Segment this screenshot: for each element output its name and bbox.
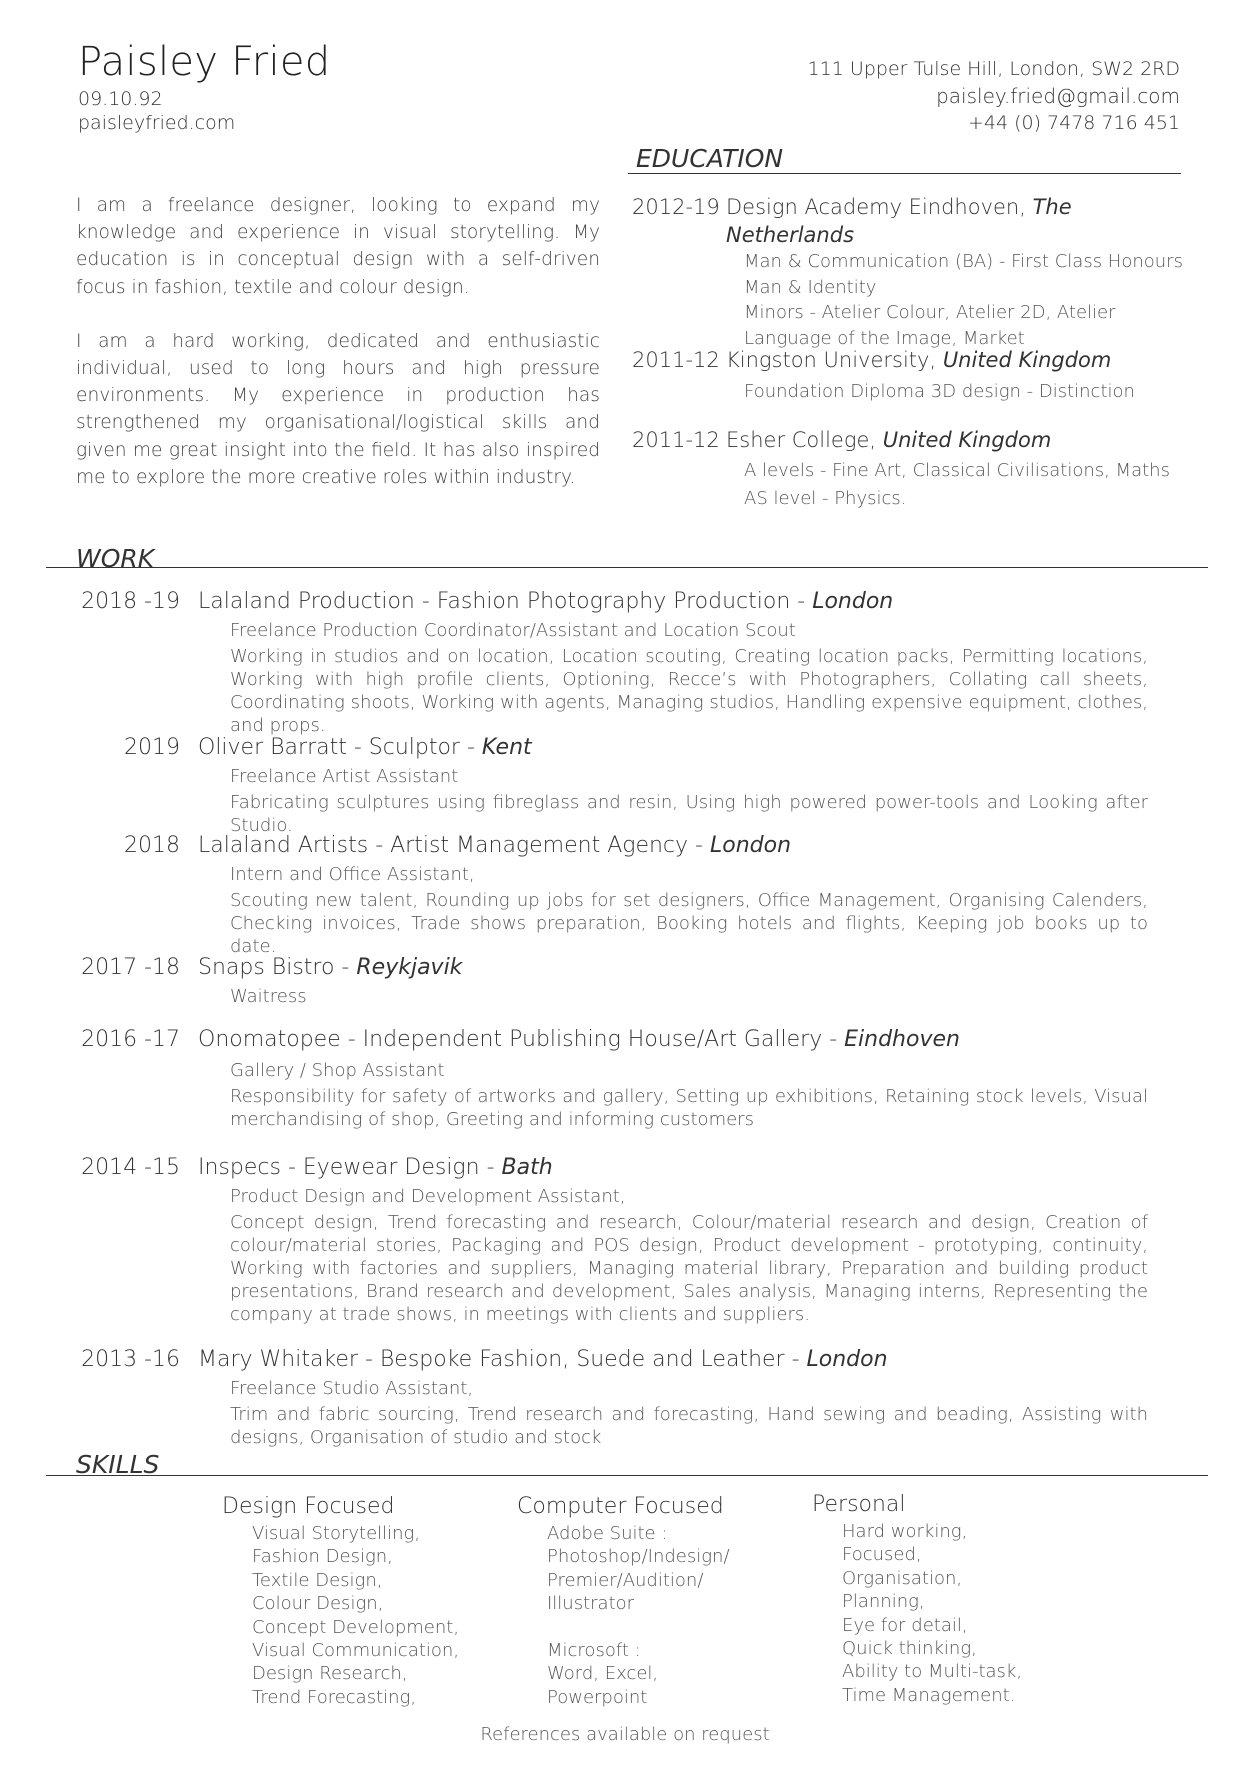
work-location: London: [709, 833, 792, 858]
skill-item: Microsoft :: [547, 1640, 641, 1662]
work-role: Freelance Studio Assistant,: [230, 1378, 474, 1399]
education-year: 2011-12: [632, 428, 720, 452]
work-description: Working in studios and on location, Location scouting, Creating location packs, Permitting locations, Working with high profile clients, Optioning, Recce’s with Photographers, Collating call sheets, Coordinating shoots, Working with agents, Managing studios, Handling expensive equipment, clothes, and props.: [230, 646, 1148, 736]
skill-item: Photoshop/Indesign/: [547, 1546, 730, 1568]
work-year: 2013 -16: [81, 1347, 180, 1372]
work-description: Fabricating sculptures using fibreglass and resin, Using high powered power-tools and Looking after Studio.: [230, 792, 1148, 836]
work-role: Intern and Office Assistant,: [230, 864, 475, 885]
skills-divider: [46, 1475, 1208, 1476]
work-entry: [60, 1026, 1148, 1131]
work-divider: [46, 567, 1208, 568]
education-item: [632, 193, 1192, 351]
work-description: Trim and fabric sourcing, Trend research and forecasting, Hand sewing and beading, Assisting with designs, Organisation of studio and stock: [230, 1404, 1148, 1448]
work-employer: Lalaland Artists - Artist Management Agency -: [198, 833, 710, 858]
education-divider: [628, 173, 1181, 174]
summary-paragraph: I am a hard working, dedicated and enthusiastic individual, used to long hours and high pressure environments. My experience in production has strengthened my organisational/logistical skills and given me great insight into the field. It has also inspired me to explore the more creative roles within industry.: [76, 330, 600, 488]
skills-heading: SKILLS: [76, 1450, 160, 1479]
skill-item: Trend Forecasting,: [252, 1686, 417, 1708]
work-employer: Snaps Bistro -: [198, 955, 357, 980]
education-location: The Netherlands: [726, 195, 1072, 247]
work-year: 2019: [124, 735, 180, 760]
work-year: 2018: [124, 833, 180, 858]
contact-block: [808, 56, 1180, 137]
work-entry: [60, 1154, 1148, 1326]
education-detail: A levels - Fine Art, Classical Civilisations, Maths: [744, 460, 1170, 481]
education-detail: Man & Communication (BA) - First Class Honours: [744, 251, 1183, 272]
work-role: Freelance Production Coordinator/Assistant and Location Scout: [230, 620, 796, 641]
skill-item: Powerpoint: [547, 1686, 648, 1708]
skill-item: Word, Excel,: [547, 1663, 659, 1685]
education-location: United Kingdom: [882, 428, 1052, 452]
skills-column-personal: [812, 1490, 1072, 1707]
skill-item: Planning,: [842, 1591, 925, 1613]
work-entry: [60, 588, 1148, 737]
work-entry: [60, 1346, 1148, 1449]
skill-item: Visual Storytelling,: [252, 1523, 421, 1544]
references-note: References available on request: [480, 1724, 770, 1745]
education-year: 2011-12: [632, 348, 720, 372]
skill-item: Adobe Suite :: [547, 1523, 668, 1544]
skills-column-heading: Computer Focused: [517, 1494, 724, 1519]
skill-item: Hard working,: [842, 1521, 968, 1542]
work-description: Responsibility for safety of artworks and gallery, Setting up exhibitions, Retaining stock levels, Visual merchandising of shop, Greeting and informing customers: [230, 1086, 1148, 1130]
skill-item: Focused,: [842, 1544, 922, 1566]
skill-item: [547, 1616, 777, 1639]
summary-paragraph: I am a freelance designer, looking to expand my knowledge and experience in visual storytelling. My education is in conceptual design with a self-driven focus in fashion, textile and colour design.: [76, 195, 600, 298]
personal-summary: [76, 192, 600, 518]
work-entry: [60, 832, 1148, 958]
website-link[interactable]: paisleyfried.com: [78, 112, 236, 134]
skill-item: Fashion Design,: [252, 1546, 393, 1568]
education-item: [632, 346, 1192, 405]
skills-column-heading: Personal: [812, 1492, 906, 1517]
work-employer: Onomatopee - Independent Publishing House/Art Gallery -: [198, 1027, 845, 1052]
skill-item: Ability to Multi-task,: [842, 1661, 1023, 1683]
work-description: Scouting new talent, Rounding up jobs for set designers, Office Management, Organising Calenders, Checking invoices, Trade shows preparation, Booking hotels and flights, Keeping job books up to date.: [230, 890, 1148, 957]
work-employer: Lalaland Production - Fashion Photography Production -: [198, 589, 813, 614]
education-detail: Minors - Atelier Colour, Atelier 2D, Atelier Language of the Image, Market: [744, 302, 1116, 349]
work-role: Product Design and Development Assistant,: [230, 1186, 626, 1207]
applicant-name: Paisley Fried: [78, 39, 331, 85]
work-year: 2016 -17: [81, 1027, 180, 1052]
education-institution: Esher College,: [726, 428, 883, 452]
skills-column-design: [222, 1492, 482, 1709]
skill-item: Time Management.: [842, 1684, 1016, 1706]
work-employer: Oliver Barratt - Sculptor -: [198, 735, 482, 760]
education-institution: Design Academy Eindhoven,: [726, 195, 1033, 219]
skill-item: Design Research,: [252, 1663, 408, 1685]
education-institution: Kingston University,: [726, 348, 943, 372]
work-year: 2018 -19: [81, 589, 180, 614]
work-entry: [60, 954, 1148, 1009]
work-heading: WORK: [76, 544, 155, 573]
phone-number: +44 (0) 7478 716 451: [967, 112, 1180, 134]
work-location: London: [812, 589, 894, 614]
work-location: London: [806, 1347, 888, 1372]
education-location: United Kingdom: [942, 348, 1112, 372]
work-employer: Inspecs - Eyewear Design -: [198, 1155, 502, 1180]
skill-item: Premier/Audition/: [547, 1569, 704, 1591]
work-location: Kent: [481, 735, 532, 760]
work-location: Bath: [501, 1155, 553, 1180]
education-year: 2012-19: [632, 195, 720, 219]
work-role: Waitress: [230, 986, 307, 1007]
skill-item: Quick thinking,: [842, 1638, 977, 1660]
date-of-birth: 09.10.92: [78, 88, 163, 110]
work-entry: [60, 734, 1148, 837]
skill-item: Organisation,: [842, 1567, 963, 1589]
education-detail: AS level - Physics.: [744, 488, 907, 509]
education-detail: Man & Identity: [744, 276, 877, 298]
skill-item: Eye for detail,: [842, 1614, 968, 1636]
work-role: Freelance Artist Assistant: [230, 766, 459, 787]
work-description: Concept design, Trend forecasting and research, Colour/material research and design, Creation of colour/material stories, Packaging and POS design, Product development - prototyping, continuity, Working with factories and suppliers, Managing material library, Preparation and building product presentations, Brand research and development, Sales analysis, Managing interns, Representing the company at trade shows, in meetings with clients and suppliers.: [230, 1212, 1148, 1325]
skill-item: Colour Design,: [252, 1593, 384, 1615]
skills-column-heading: Design Focused: [222, 1494, 395, 1519]
work-year: 2017 -18: [81, 955, 180, 980]
address: 111 Upper Tulse Hill, London, SW2 2RD: [807, 58, 1180, 80]
skills-column-computer: [517, 1492, 777, 1709]
education-item: [632, 426, 1192, 513]
education-heading: EDUCATION: [636, 144, 784, 173]
skill-item: Illustrator: [547, 1593, 635, 1615]
work-year: 2014 -15: [81, 1155, 180, 1180]
work-location: Reykjavik: [356, 955, 463, 980]
skill-item: Visual Communication,: [252, 1640, 460, 1662]
education-detail: Foundation Diploma 3D design - Distinction: [744, 381, 1135, 402]
work-employer: Mary Whitaker - Bespoke Fashion, Suede and Leather -: [198, 1347, 807, 1372]
email-link[interactable]: paisley.fried@gmail.com: [936, 84, 1180, 108]
work-role: Gallery / Shop Assistant: [230, 1060, 445, 1081]
skill-item: Concept Development,: [252, 1616, 460, 1638]
work-location: Eindhoven: [844, 1027, 960, 1052]
skill-item: Textile Design,: [252, 1569, 383, 1591]
